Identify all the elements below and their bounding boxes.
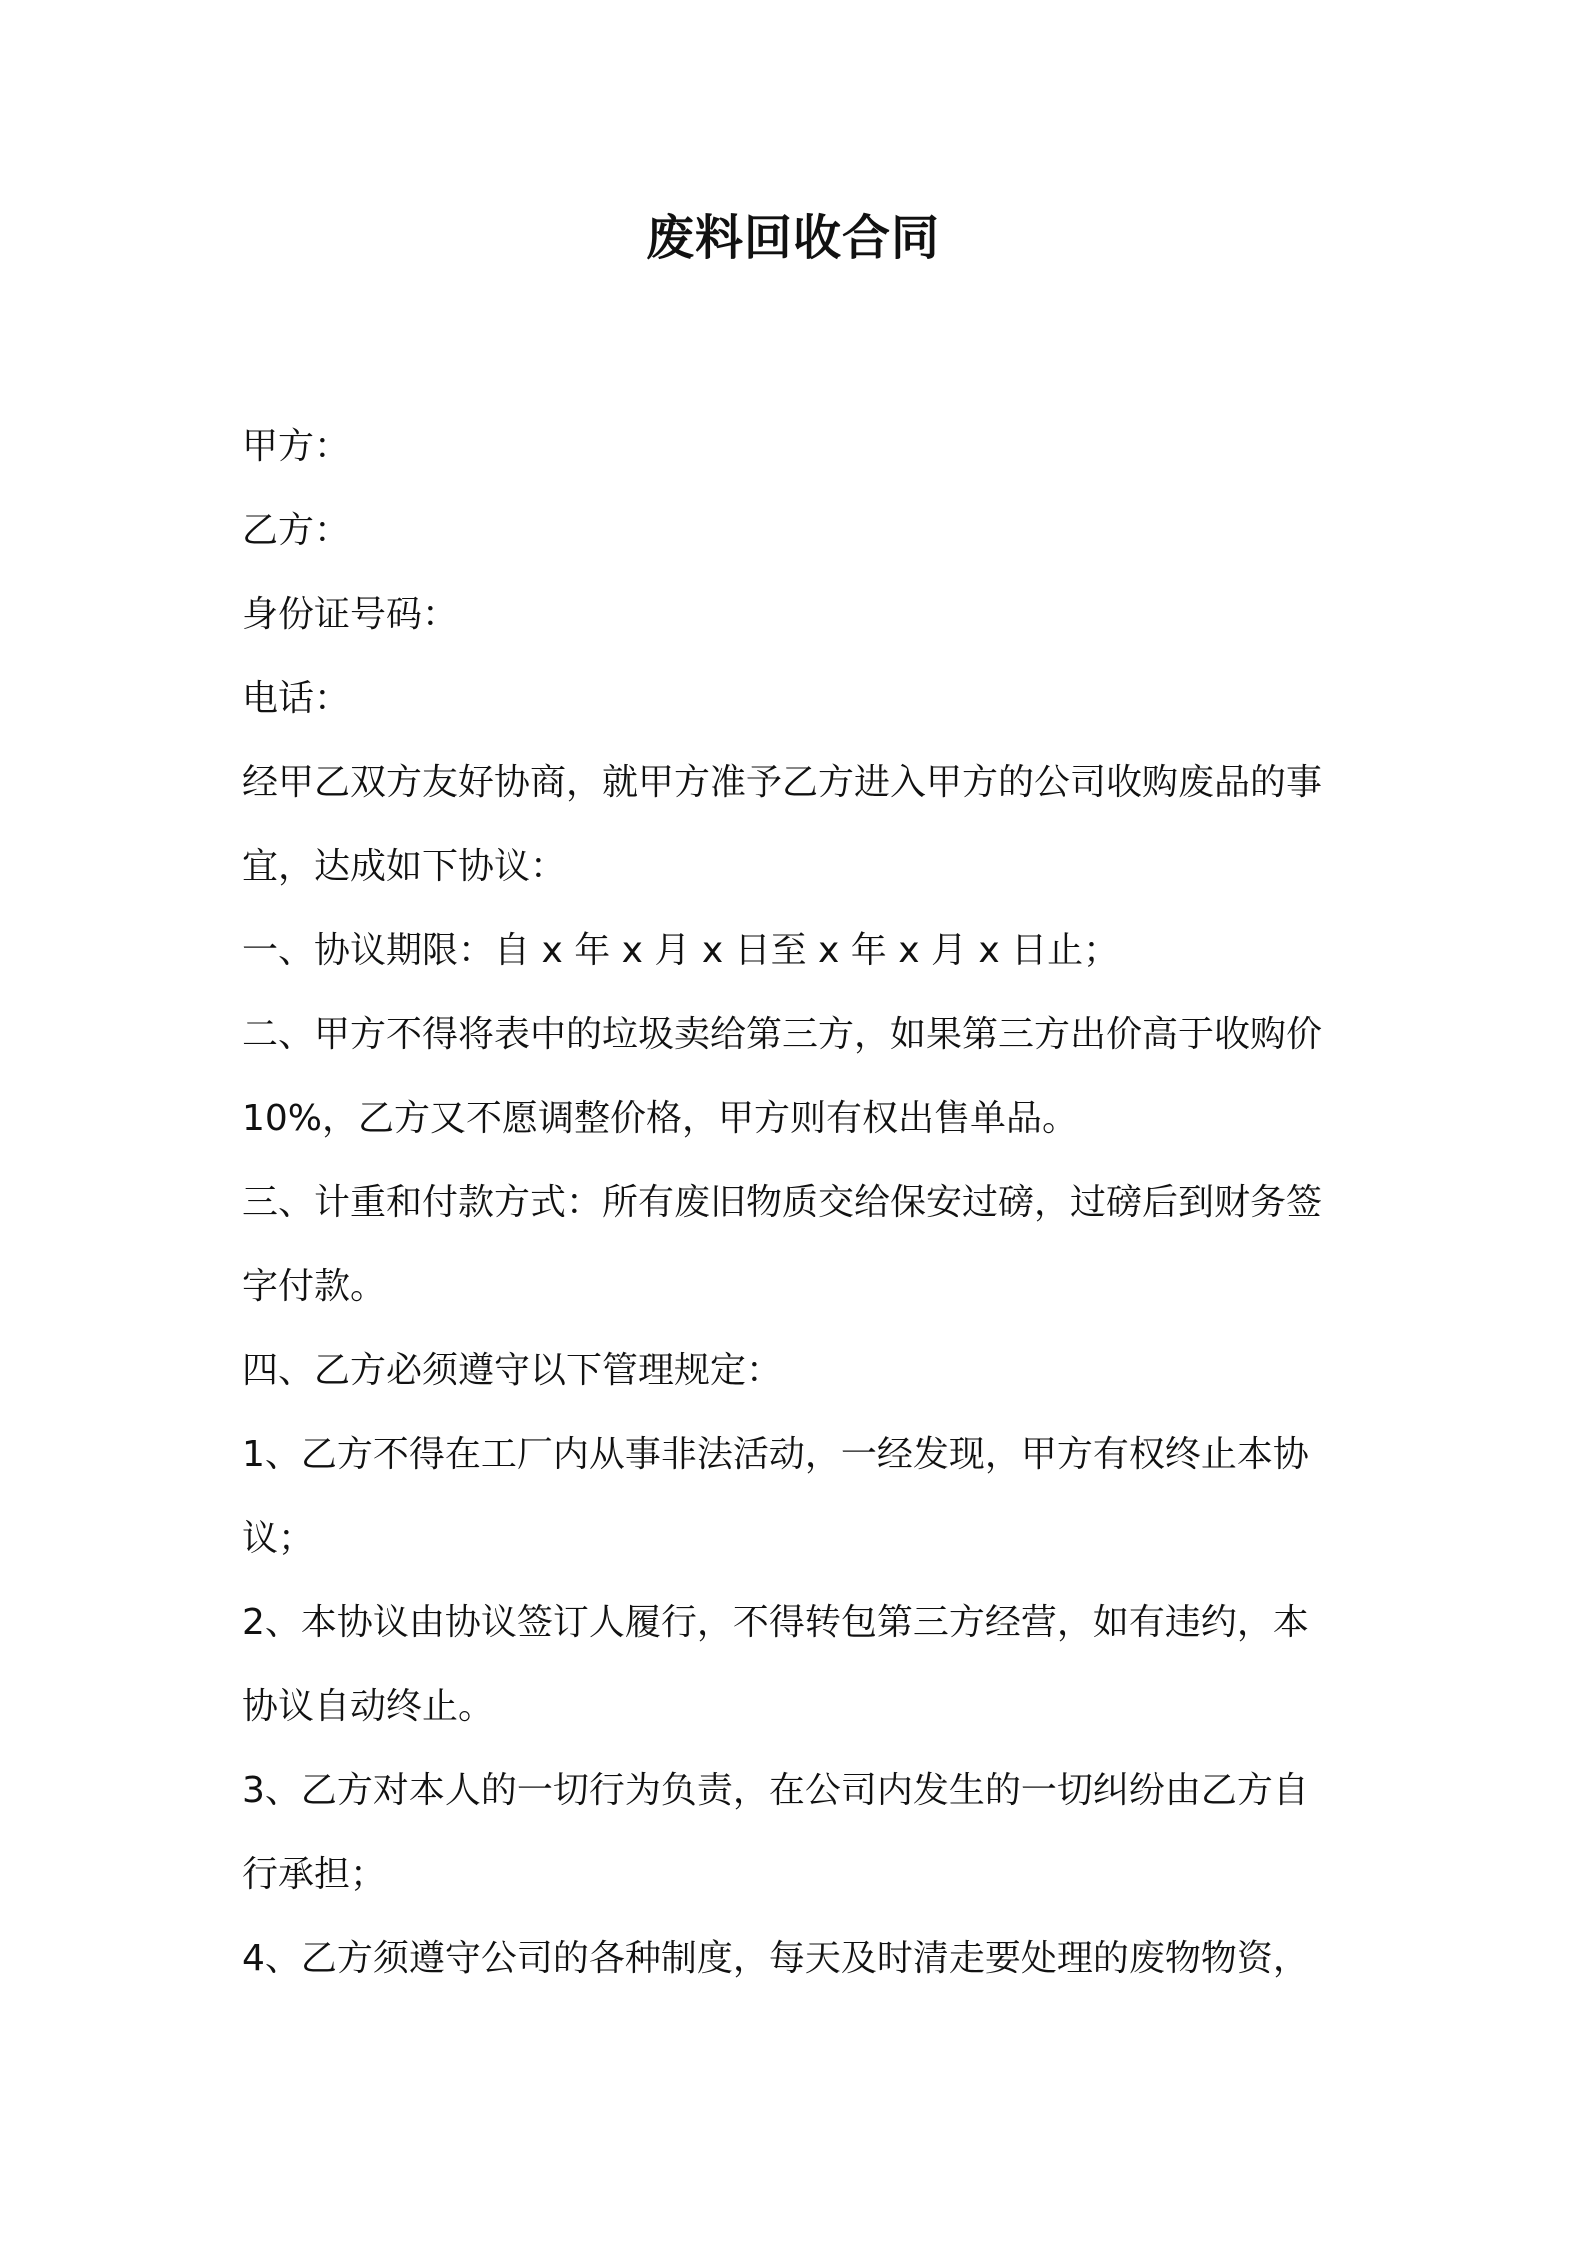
clause-4-heading: 四、乙方必须遵守以下管理规定：	[242, 1350, 783, 1391]
id-number-label: 身份证号码：	[242, 594, 459, 635]
rule-3-line-1: 3、乙方对本人的一切行为负责，在公司内发生的一切纠纷由乙方自	[242, 1770, 1309, 1811]
rule-4-line-1: 4、乙方须遵守公司的各种制度，每天及时清走要处理的废物物资，	[242, 1938, 1309, 1979]
party-b-label: 乙方：	[242, 510, 351, 551]
clause-1-term: 一、协议期限：自 x 年 x 月 x 日至 x 年 x 月 x 日止；	[242, 930, 1120, 971]
preamble-line-1: 经甲乙双方友好协商，就甲方准予乙方进入甲方的公司收购废品的事	[242, 762, 1323, 803]
clause-3-line-1: 三、计重和付款方式：所有废旧物质交给保安过磅，过磅后到财务签	[242, 1182, 1323, 1223]
preamble-line-2: 宜，达成如下协议：	[242, 846, 567, 887]
clause-3-line-2: 字付款。	[242, 1266, 387, 1307]
rule-2-line-2: 协议自动终止。	[242, 1686, 495, 1727]
rule-1-line-1: 1、乙方不得在工厂内从事非法活动，一经发现，甲方有权终止本协	[242, 1434, 1309, 1475]
document-title: 废料回收合同	[645, 210, 940, 266]
rule-2-line-1: 2、本协议由协议签订人履行，不得转包第三方经营，如有违约，本	[242, 1602, 1309, 1643]
phone-label: 电话：	[242, 678, 351, 719]
document-body	[242, 405, 1352, 2001]
rule-3-line-2: 行承担；	[242, 1854, 387, 1895]
clause-2-line-2: 10%，乙方又不愿调整价格，甲方则有权出售单品。	[242, 1098, 1079, 1139]
party-a-label: 甲方：	[242, 426, 351, 467]
clause-2-line-1: 二、甲方不得将表中的垃圾卖给第三方，如果第三方出价高于收购价	[242, 1014, 1323, 1055]
rule-1-line-2: 议；	[242, 1518, 315, 1559]
